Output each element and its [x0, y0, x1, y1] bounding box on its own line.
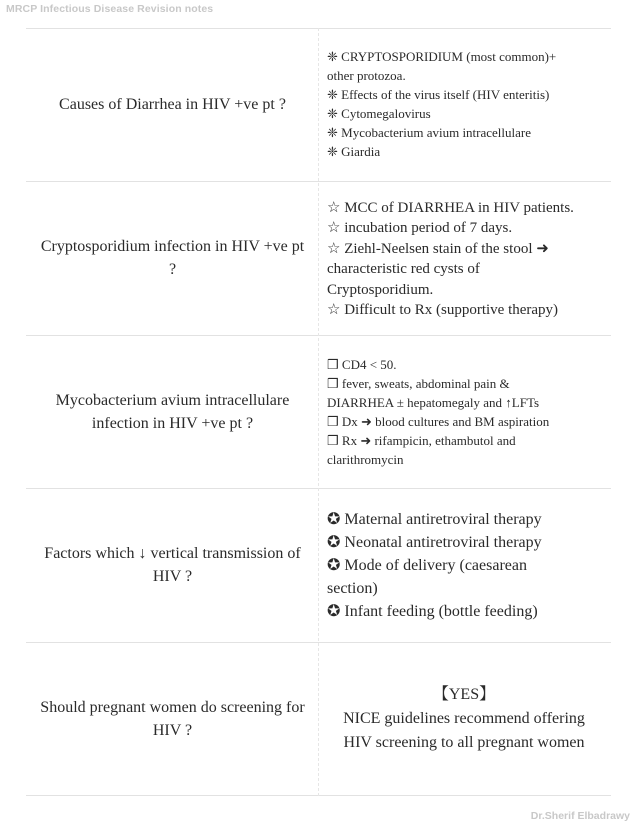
question-text: Should pregnant women do screening for HIV ?: [40, 698, 305, 739]
answer-line: ✪ Neonatal antiretroviral therapy: [327, 533, 542, 551]
answer-line: ❒ fever, sweats, abdominal pain &: [327, 376, 510, 391]
answer-line: ✪ Infant feeding (bottle feeding): [327, 602, 538, 620]
answer-line: HIV screening to all pregnant women: [343, 734, 585, 751]
answer-line: ❒ Rx ➜ rifampicin, ethambutol and: [327, 433, 516, 448]
card-answer: [327, 505, 603, 625]
answer-line: ❒ Dx ➜ blood cultures and BM aspiration: [327, 414, 550, 429]
card-question: [30, 28, 315, 181]
answer-line: ❈ Mycobacterium avium intracellulare: [327, 125, 532, 140]
question-text: Factors which ↓ vertical transmission of HIV ?: [44, 545, 301, 585]
answer-line: NICE guidelines recommend offering: [343, 710, 585, 727]
answer-line: Cryptosporidium.: [327, 281, 434, 298]
document-footer: Dr.Sherif Elbadrawy: [530, 810, 630, 822]
answer-line: ❈ CRYPTOSPORIDIUM (most common)+: [327, 49, 557, 64]
question-text: Mycobacterium avium intracellulare infection in HIV +ve pt ?: [55, 391, 290, 432]
answer-line: ❈ Effects of the virus itself (HIV enteritis): [327, 87, 550, 102]
answer-line: ❒ CD4 < 50.: [327, 357, 397, 372]
document-header: MRCP Infectious Disease Revision notes: [6, 3, 214, 15]
answer-line: ☆ Ziehl-Neelsen stain of the stool ➜: [327, 240, 549, 257]
answer-line: ❈ Giardia: [327, 144, 381, 159]
card-question: [30, 181, 315, 335]
answer-line: ✪ Mode of delivery (caesarean: [327, 556, 527, 574]
answer-line: ❈ Cytomegalovirus: [327, 106, 431, 121]
answer-line: characteristic red cysts of: [327, 261, 480, 277]
answer-line: ☆ MCC of DIARRHEA in HIV patients.: [327, 199, 574, 216]
card-answer: [327, 350, 603, 474]
answer-line: section): [327, 579, 378, 597]
card-answer: [322, 680, 606, 758]
card-question: [30, 335, 315, 488]
card-question: [30, 488, 315, 642]
question-text: Causes of Diarrhea in HIV +ve pt ?: [59, 96, 286, 113]
answer-line: DIARRHEA ± hepatomegaly and ↑LFTs: [327, 395, 540, 410]
card-answer: [327, 44, 603, 164]
answer-line: ☆ incubation period of 7 days.: [327, 220, 513, 236]
answer-line: ✪ Maternal antiretroviral therapy: [327, 510, 542, 528]
card-answer: [327, 195, 603, 323]
column-divider: [318, 28, 319, 796]
answer-line: ☆ Difficult to Rx (supportive therapy): [327, 302, 559, 318]
question-text: Cryptosporidium infection in HIV +ve pt ?: [40, 238, 305, 278]
card-question: [30, 642, 315, 795]
answer-line: 【YES】: [432, 686, 496, 703]
answer-line: other protozoa.: [327, 68, 406, 83]
answer-line: clarithromycin: [327, 452, 404, 467]
